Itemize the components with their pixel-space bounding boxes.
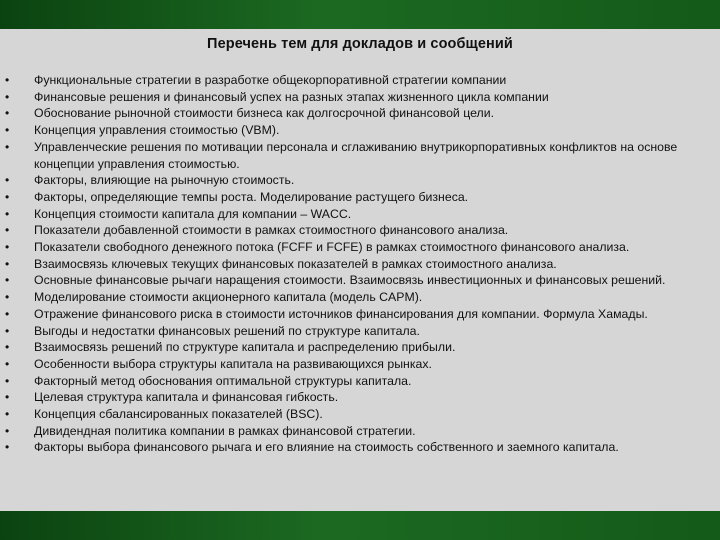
bullet-icon: •	[5, 89, 10, 104]
topic-text: Взаимосвязь ключевых текущих финансовых показателей в рамках стоимостного анализа.	[34, 256, 557, 271]
topic-list	[0, 72, 720, 456]
bullet-icon: •	[5, 240, 10, 255]
list-item	[0, 306, 720, 323]
bullet-icon: •	[5, 356, 10, 371]
bullet-icon: •	[5, 390, 10, 405]
slide-title: Перечень тем для докладов и сообщений	[207, 36, 513, 52]
list-item	[0, 105, 720, 122]
list-item	[0, 356, 720, 373]
bottom-decorative-band	[0, 511, 720, 540]
bullet-icon: •	[5, 290, 10, 305]
topic-text: Выгоды и недостатки финансовых решений по структуре капитала.	[34, 323, 420, 338]
bullet-icon: •	[5, 423, 10, 438]
slide-content	[0, 29, 720, 511]
topic-text: Факторы, влияющие на рыночную стоимость.	[34, 173, 295, 188]
bullet-icon: •	[5, 123, 10, 138]
topic-text: Финансовые решения и финансовый успех на разных этапах жизненного цикла компании	[34, 89, 549, 104]
list-item	[0, 272, 720, 289]
topic-text: Взаимосвязь решений по структуре капитала и распределению прибыли.	[34, 340, 456, 355]
topic-text: Дивидендная политика компании в рамках финансовой стратегии.	[34, 423, 416, 438]
top-decorative-band	[0, 0, 720, 29]
topic-text: Управленческие решения по мотивации персонала и сглаживанию внутрикорпоративных конфликтов на основе концепции управления стоимостью.	[34, 139, 678, 171]
list-item	[0, 406, 720, 423]
topic-text: Факторы, определяющие темпы роста. Моделирование растущего бизнеса.	[34, 189, 469, 204]
topic-text: Факторный метод обоснования оптимальной структуры капитала.	[34, 373, 412, 388]
list-item	[0, 72, 720, 89]
bullet-icon: •	[5, 373, 10, 388]
topic-text: Целевая структура капитала и финансовая гибкость.	[34, 390, 339, 405]
topic-text: Отражение финансового риска в стоимости источников финансирования для компании. Формула Хамады.	[34, 306, 648, 321]
bullet-icon: •	[5, 323, 10, 338]
topic-text: Концепция управления стоимостью (VBM).	[34, 123, 280, 138]
list-item	[0, 139, 720, 172]
topic-text: Обоснование рыночной стоимости бизнеса как долгосрочной финансовой цели.	[34, 106, 495, 121]
topic-text: Показатели добавленной стоимости в рамках стоимостного финансового анализа.	[34, 223, 509, 238]
bullet-icon: •	[5, 73, 10, 87]
bullet-icon: •	[5, 189, 10, 204]
bullet-icon: •	[5, 256, 10, 271]
bullet-icon: •	[5, 306, 10, 321]
list-item	[0, 239, 720, 256]
topic-text: Показатели свободного денежного потока (FCFF и FCFE) в рамках стоимостного финансового анализа.	[34, 240, 630, 255]
bullet-icon: •	[5, 407, 10, 422]
list-item	[0, 339, 720, 356]
topic-text: Концепция сбалансированных показателей (BSC).	[34, 407, 323, 422]
list-item	[0, 172, 720, 189]
list-item	[0, 439, 720, 456]
topic-text: Моделирование стоимости акционерного капитала (модель CAPM).	[34, 290, 423, 305]
list-item	[0, 423, 720, 440]
bullet-icon: •	[5, 139, 10, 154]
topic-text: Концепция стоимости капитала для компании – WACC.	[34, 206, 352, 221]
list-item	[0, 206, 720, 223]
bullet-icon: •	[5, 173, 10, 188]
list-item	[0, 289, 720, 306]
list-item	[0, 189, 720, 206]
topic-text: Функциональные стратегии в разработке общекорпоративной стратегии компании	[34, 73, 507, 87]
list-item	[0, 389, 720, 406]
bullet-icon: •	[5, 106, 10, 121]
bullet-icon: •	[5, 440, 10, 455]
list-item	[0, 323, 720, 340]
topic-text: Основные финансовые рычаги наращения стоимости. Взаимосвязь инвестиционных и финансовых решений.	[34, 273, 666, 288]
list-item	[0, 222, 720, 239]
list-item	[0, 373, 720, 390]
bullet-icon: •	[5, 206, 10, 221]
list-item	[0, 256, 720, 273]
list-item	[0, 122, 720, 139]
list-item	[0, 89, 720, 106]
bullet-icon: •	[5, 223, 10, 238]
topic-text: Особенности выбора структуры капитала на развивающихся рынках.	[34, 356, 432, 371]
bullet-icon: •	[5, 340, 10, 355]
topic-text: Факторы выбора финансового рычага и его влияние на стоимость собственного и заемного капитала.	[34, 440, 619, 455]
bullet-icon: •	[5, 273, 10, 288]
